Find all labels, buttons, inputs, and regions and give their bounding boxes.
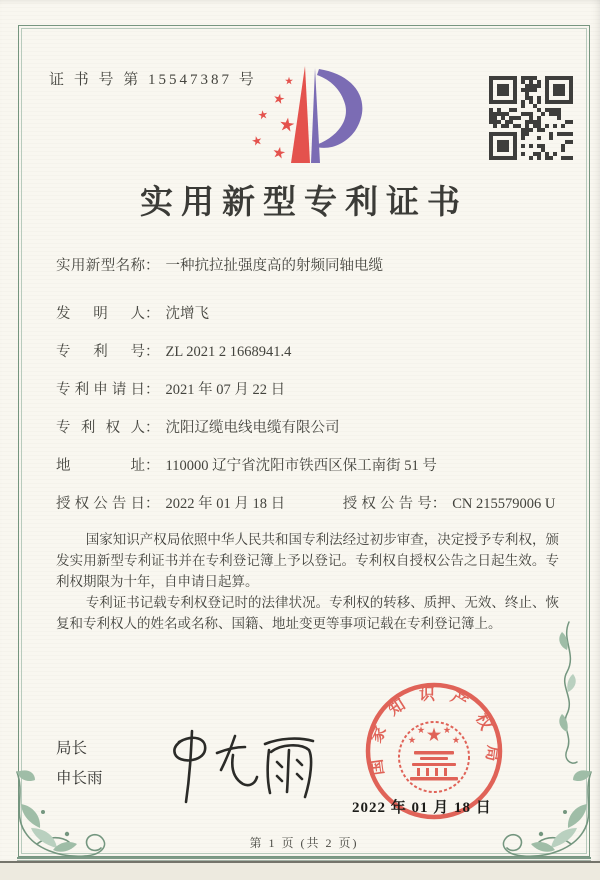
field-label: 发明人 xyxy=(56,306,145,322)
legal-text xyxy=(56,529,559,634)
field-value: ZL 2021 2 1668941.4 xyxy=(165,344,292,360)
grant-number: 授权公告号： CN 215579006 U xyxy=(342,496,556,512)
certificate-title: 实用新型专利证书 xyxy=(140,185,468,221)
field-label: 专利权人 xyxy=(56,420,145,436)
field-value: 沈阳辽缆电线电缆有限公司 xyxy=(165,420,340,436)
vine-ornament-right xyxy=(551,620,585,770)
field-utility-model-name: 实用新型名称： 一种抗拉扯强度高的射频同轴电缆 xyxy=(56,258,383,274)
next-page-strip xyxy=(0,863,600,880)
field-value: 110000 辽宁省沈阳市铁西区保工南街 51 号 xyxy=(165,458,437,474)
field-list xyxy=(56,256,563,532)
qr-code xyxy=(489,76,573,160)
handwritten-signature-icon xyxy=(149,726,329,811)
signer-title: 局长 xyxy=(56,740,88,757)
paragraph-2: 专利证书记载专利权登记时的法律状况。专利权的转移、质押、无效、终止、恢复和专利权人的姓名或名称、国籍、地址变更等事项记载在专利登记簿上。 xyxy=(56,595,559,631)
certificate-number: 证 书 号 第 15547387 号 xyxy=(49,72,257,88)
field-filing-date: 专利申请日： 2021 年 07 月 22 日 xyxy=(56,382,286,398)
field-label: 地址 xyxy=(56,458,145,474)
field-patent-number: 专利号： ZL 2021 2 1668941.4 xyxy=(56,344,292,360)
seal-date: 2022 年 01 月 18 日 xyxy=(352,800,492,816)
seal-text: 国家知识产权局 xyxy=(366,686,502,777)
signer-block xyxy=(56,734,103,794)
field-value: 一种抗拉扯强度高的射频同轴电缆 xyxy=(165,258,383,274)
grant-date: 授权公告日： 2022 年 01 月 18 日 xyxy=(56,496,286,512)
field-inventor: 发明人： 沈增飞 xyxy=(56,306,209,322)
field-value: 沈增飞 xyxy=(165,306,209,322)
field-value: 2021 年 07 月 22 日 xyxy=(165,382,286,398)
signer-name: 申长雨 xyxy=(56,770,103,787)
field-address: 地址： 110000 辽宁省沈阳市铁西区保工南街 51 号 xyxy=(56,458,437,474)
field-patentee: 专利权人： 沈阳辽缆电线电缆有限公司 xyxy=(56,420,340,436)
field-grant-row xyxy=(56,494,563,514)
field-label: 专利申请日 xyxy=(56,382,145,398)
paragraph-1: 国家知识产权局依照中华人民共和国专利法经过初步审查，决定授予专利权，颁发实用新型专利证书并在专利登记簿上予以登记。专利权自授权公告之日起生效。专利权期限为十年，自申请日起算。 xyxy=(56,532,559,589)
field-label: 专利号 xyxy=(56,344,145,360)
national-emblem-icon xyxy=(399,722,469,792)
field-label: 实用新型名称 xyxy=(56,258,145,274)
cnipa-logo-icon xyxy=(245,59,385,171)
page-number: 第 1 页 (共 2 页) xyxy=(249,836,359,850)
border-frame xyxy=(18,25,590,857)
